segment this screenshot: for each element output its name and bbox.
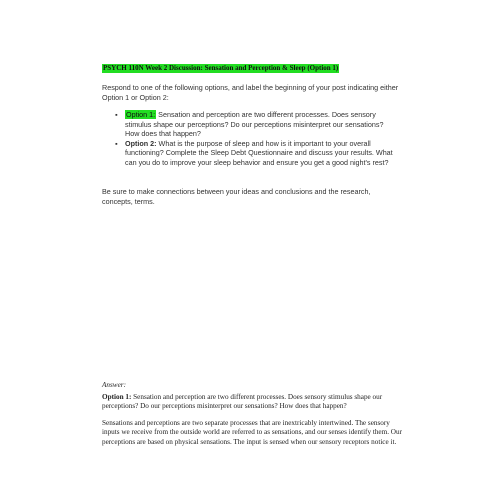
list-item-option-1 (112, 110, 397, 139)
closing-paragraph: Be sure to make connections between your ideas and conclusions and the research, concepts, terms. (102, 187, 371, 206)
answer-question (102, 393, 402, 412)
option-1-text: Sensation and perception are two different processes. Does sensory stimulus shape our perceptions? Do our perceptions misinterpret our sensations? How does that happen? (125, 110, 384, 139)
answer-body: Sensations and perceptions are two separate processes that are inextricably intertwined. The sensory inputs we receive from the outside world are referred to as sensations, and our senses identify them. Our perceptions are based on physical sensations. The input is sensed when our sensory receptors notice it. (102, 419, 402, 446)
option-2-label: Option 2: (125, 138, 157, 148)
options-list (112, 110, 397, 168)
document-heading: PSYCH 110N Week 2 Discussion: Sensation and Perception & Sleep (Option 1) (103, 64, 339, 72)
option-1-label: Option 1: (126, 110, 156, 119)
instructions-paragraph: Respond to one of the following options, and label the beginning of your post indicating either Option 1 or Option 2: (102, 83, 399, 102)
answer-question-text: Sensation and perception are two different processes. Does sensory stimulus shape our perceptions? Do our perceptions misinterpret our sensations? How does that happen? (102, 393, 383, 411)
answer-label: Answer: (102, 381, 126, 389)
list-item-option-2 (112, 139, 397, 168)
bullet-icon: ▪ (115, 110, 118, 119)
answer-question-label: Option 1: (102, 393, 132, 401)
bullet-icon: ▪ (115, 138, 118, 148)
option-2-text: What is the purpose of sleep and how is it important to your overall functioning? Complete the Sleep Debt Questionnaire and discuss your results. What can you do to improve your sleep behavior and ensure you get a good night's rest? (125, 138, 393, 167)
